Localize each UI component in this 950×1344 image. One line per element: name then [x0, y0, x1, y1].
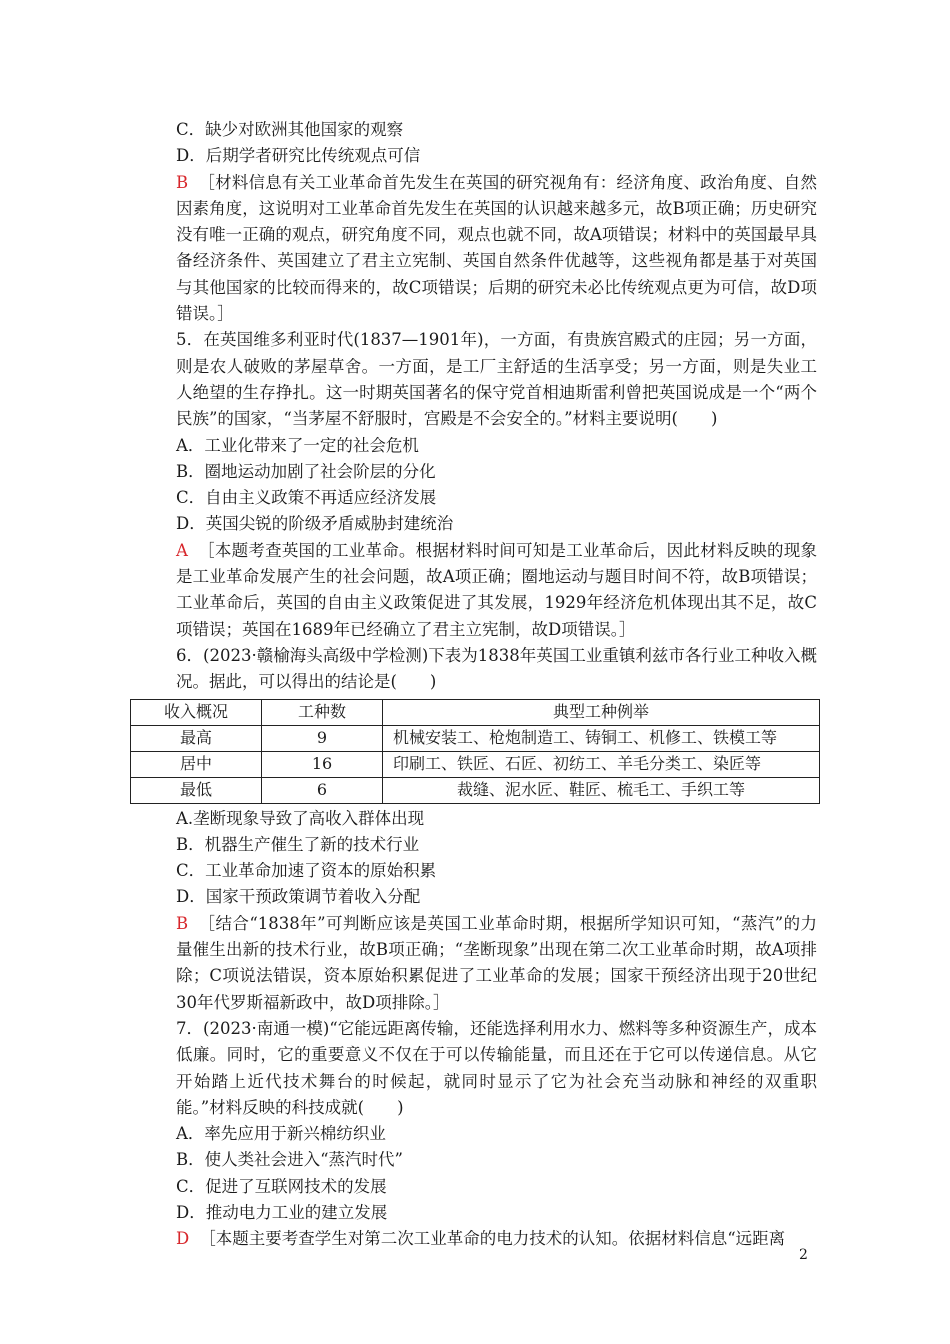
q4-option-c: C．缺少对欧洲其他国家的观察 [176, 120, 404, 139]
q7-option-a: A．率先应用于新兴棉纺织业 [176, 1124, 386, 1144]
q5-option-b: B．圈地运动加剧了社会阶层的分化 [176, 461, 436, 481]
table-cell: 裁缝、泥水匠、鞋匠、梳毛工、手织工等 [383, 777, 820, 803]
q7-analysis-text: ［本题主要考查学生对第二次工业革命的电力技术的认知。依据材料信息“远距离 [199, 1229, 786, 1249]
q5-option-d: D．英国尖锐的阶级矛盾威胁封建统治 [176, 514, 454, 534]
income-table [130, 699, 820, 804]
q6-analysis [143, 911, 817, 1016]
q7-option-b: B．使人类社会进入“蒸汽时代” [176, 1150, 403, 1170]
q7-analysis [143, 1226, 817, 1252]
q5-stem: 5．在英国维多利亚时代(1837—1901年)，一方面，有贵族宫殿式的庄园；另一方面，则是农人破败的茅屋草舍。一方面，是工厂主舒适的生活享受；另一方面，则是失业工人绝望的生存挣扎。这一时期英国著名的保守党首相迪斯雷利曾把英国说成是一个“两个民族”的国家，“当茅屋不舒服时，宫殿是不会安全的。”材料主要说明( ) [176, 330, 817, 429]
q6-answer: B [176, 913, 189, 933]
q7-answer: D [176, 1229, 190, 1249]
table-cell: 6 [262, 777, 383, 803]
q6-option-a: A.垄断现象导致了高收入群体出现 [176, 808, 425, 828]
page-number: 2 [799, 1247, 808, 1263]
table-cell: 9 [262, 725, 383, 751]
table-cell: 印刷工、铁匠、石匠、初纺工、羊毛分类工、染匠等 [383, 751, 820, 777]
table-cell: 16 [262, 751, 383, 777]
q4-option-d: D．后期学者研究比传统观点可信 [176, 146, 421, 166]
q4-analysis [143, 170, 817, 328]
q7-stem: 7．(2023·南通一模)“它能远距离传输，还能选择利用水力、燃料等多种资源生产，成本低廉。同时，它的重要意义不仅在于可以传输能量，而且还在于它可以传递信息。从它开始踏上近代技术舞台的时候起，就同时显示了它为社会充当动脉和神经的双重职能。”材料反映的科技成就( ) [176, 1018, 817, 1117]
page-content [143, 117, 817, 1253]
q6-option-d: D．国家干预政策调节着收入分配 [176, 887, 421, 907]
q4-answer: B [176, 172, 189, 192]
q6-option-b: B．机器生产催生了新的技术行业 [176, 834, 420, 854]
table-cell: 居中 [131, 751, 262, 777]
table-header-row [131, 699, 820, 725]
table-header: 收入概况 [131, 699, 262, 725]
table-row [131, 777, 820, 803]
q7-option-c: C．促进了互联网技术的发展 [176, 1176, 387, 1196]
table-header: 工种数 [262, 699, 383, 725]
q7-option-d: D．推动电力工业的建立发展 [176, 1202, 388, 1222]
q6-option-c: C．工业革命加速了资本的原始积累 [176, 861, 437, 881]
q6-stem: 6．(2023·赣榆海头高级中学检测)下表为1838年英国工业重镇利兹市各行业工种收入概况。据此，可以得出的结论是( ) [176, 645, 817, 692]
q5-option-a: A．工业化带来了一定的社会危机 [176, 435, 419, 455]
q5-analysis-text: ［本题考查英国的工业革命。根据材料时间可知是工业革命后，因此材料反映的现象是工业革命发展产生的社会问题，故A项正确；圈地运动与题目时间不符，故B项错误；工业革命后，英国的自由主义政策促进了其发展，1929年经济危机体现出其不足，故C项错误；英国在1689年已经确立了君主立宪制，故D项错误。］ [176, 540, 817, 639]
q5-analysis [143, 538, 817, 643]
q6-analysis-text: ［结合“1838年”可判断应该是英国工业革命时期，根据所学知识可知，“蒸汽”的力量催生出新的技术行业，故B项正确；“垄断现象”出现在第二次工业革命时期，故A项排除；C项说法错误，资本原始积累促进了工业革命的发展；国家干预经济出现于20世纪30年代罗斯福新政中，故D项排除。］ [176, 913, 817, 1012]
table-cell: 最低 [131, 777, 262, 803]
table-row [131, 725, 820, 751]
table-cell: 最高 [131, 725, 262, 751]
table-header: 典型工种例举 [383, 699, 820, 725]
table-cell: 机械安装工、枪炮制造工、铸铜工、机修工、铁模工等 [383, 725, 820, 751]
q5-answer: A [176, 540, 188, 560]
table-row [131, 751, 820, 777]
q4-analysis-text: ［材料信息有关工业革命首先发生在英国的研究视角有：经济角度、政治角度、自然因素角度，这说明对工业革命首先发生在英国的认识越来越多元，故B项正确；历史研究没有唯一正确的观点，研究角度不同，观点也就不同，故A项错误；材料中的英国最早具备经济条件、英国建立了君主立宪制、英国自然条件优越等，这些视角都是基于对英国与其他国家的比较而得来的，故C项错误；后期的研究未必比传统观点更为可信，故D项错误。］ [176, 172, 817, 324]
q5-option-c: C．自由主义政策不再适应经济发展 [176, 488, 437, 508]
